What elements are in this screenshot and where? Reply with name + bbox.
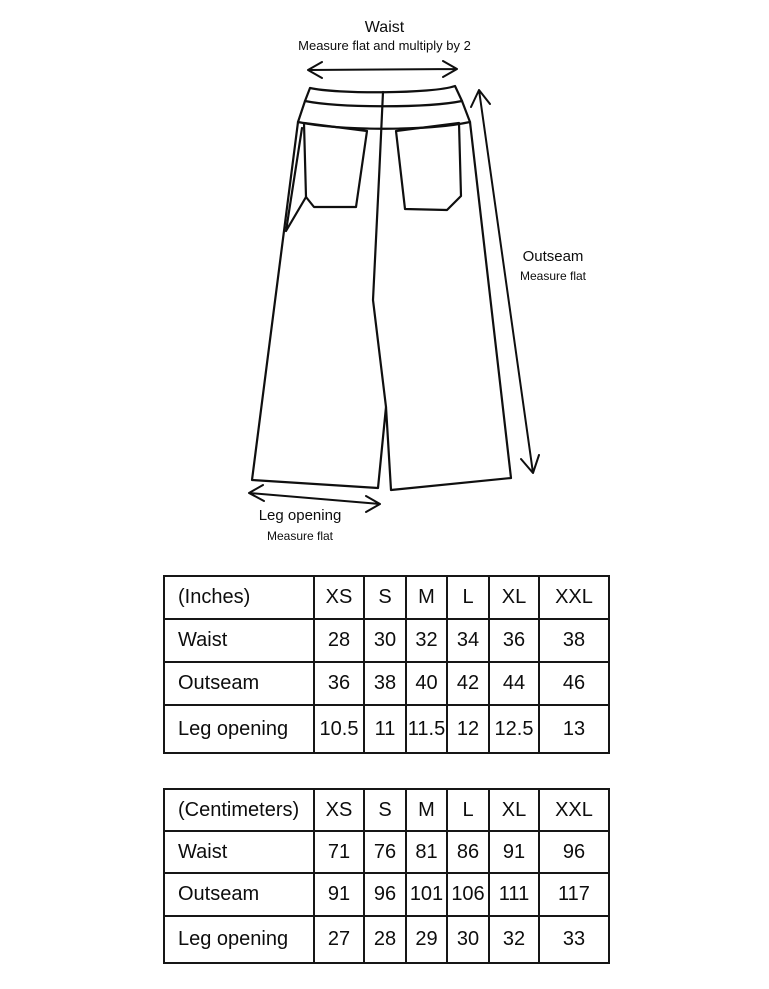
leg-opening-instruction: Measure flat (266, 528, 334, 543)
leg-opening-label-block (244, 507, 356, 544)
unit-header-cell: (Inches) (164, 576, 314, 619)
measurement-label-cell: Leg opening (164, 705, 314, 753)
value-cell: 36 (489, 619, 539, 662)
size-header-cell: XL (489, 789, 539, 831)
value-cell: 91 (314, 873, 364, 916)
value-cell: 28 (364, 916, 406, 963)
value-cell: 86 (447, 831, 489, 873)
size-header-cell: XS (314, 789, 364, 831)
size-header-cell: XL (489, 576, 539, 619)
value-cell: 32 (406, 619, 447, 662)
table-row (164, 705, 609, 753)
value-cell: 117 (539, 873, 609, 916)
size-header-cell: S (364, 576, 406, 619)
value-cell: 28 (314, 619, 364, 662)
value-cell: 76 (364, 831, 406, 873)
size-table-centimeters (163, 788, 610, 964)
value-cell: 30 (447, 916, 489, 963)
value-cell: 33 (539, 916, 609, 963)
measurement-label-cell: Waist (164, 831, 314, 873)
value-cell: 32 (489, 916, 539, 963)
value-cell: 36 (314, 662, 364, 705)
value-cell: 44 (489, 662, 539, 705)
value-cell: 12 (447, 705, 489, 753)
value-cell: 42 (447, 662, 489, 705)
measurement-label-cell: Outseam (164, 662, 314, 705)
value-cell: 10.5 (314, 705, 364, 753)
value-cell: 27 (314, 916, 364, 963)
value-cell: 40 (406, 662, 447, 705)
value-cell: 96 (539, 831, 609, 873)
value-cell: 91 (489, 831, 539, 873)
size-header-cell: XS (314, 576, 364, 619)
waist-instruction: Measure flat and multiply by 2 (298, 38, 471, 53)
value-cell: 71 (314, 831, 364, 873)
value-cell: 13 (539, 705, 609, 753)
size-header-cell: M (406, 576, 447, 619)
table-header-row (164, 576, 609, 619)
value-cell: 111 (489, 873, 539, 916)
value-cell: 30 (364, 619, 406, 662)
measurement-label-cell: Outseam (164, 873, 314, 916)
waist-arrow-icon (308, 61, 457, 78)
table-row (164, 619, 609, 662)
size-header-cell: XXL (539, 789, 609, 831)
right-back-pocket (396, 123, 461, 210)
value-cell: 38 (364, 662, 406, 705)
measurement-label-cell: Leg opening (164, 916, 314, 963)
outseam-instruction: Measure flat (519, 268, 587, 283)
waist-label: Waist (364, 19, 405, 36)
table-header-row (164, 789, 609, 831)
table-row (164, 873, 609, 916)
table-row (164, 662, 609, 705)
value-cell: 81 (406, 831, 447, 873)
measurement-label-cell: Waist (164, 619, 314, 662)
size-header-cell: L (447, 789, 489, 831)
value-cell: 11.5 (406, 705, 447, 753)
size-header-cell: M (406, 789, 447, 831)
size-header-cell: XXL (539, 576, 609, 619)
table-row (164, 831, 609, 873)
left-back-pocket (304, 123, 367, 207)
center-back-seam (373, 92, 386, 407)
value-cell: 12.5 (489, 705, 539, 753)
value-cell: 29 (406, 916, 447, 963)
value-cell: 34 (447, 619, 489, 662)
size-header-cell: L (447, 576, 489, 619)
value-cell: 46 (539, 662, 609, 705)
outseam-label: Outseam (522, 248, 584, 265)
table-row (164, 916, 609, 963)
value-cell: 101 (406, 873, 447, 916)
leg-opening-label: Leg opening (258, 507, 342, 524)
outseam-label-block (498, 248, 608, 284)
unit-header-cell: (Centimeters) (164, 789, 314, 831)
size-header-cell: S (364, 789, 406, 831)
value-cell: 38 (539, 619, 609, 662)
size-table-inches (163, 575, 610, 754)
value-cell: 106 (447, 873, 489, 916)
value-cell: 11 (364, 705, 406, 753)
value-cell: 96 (364, 873, 406, 916)
